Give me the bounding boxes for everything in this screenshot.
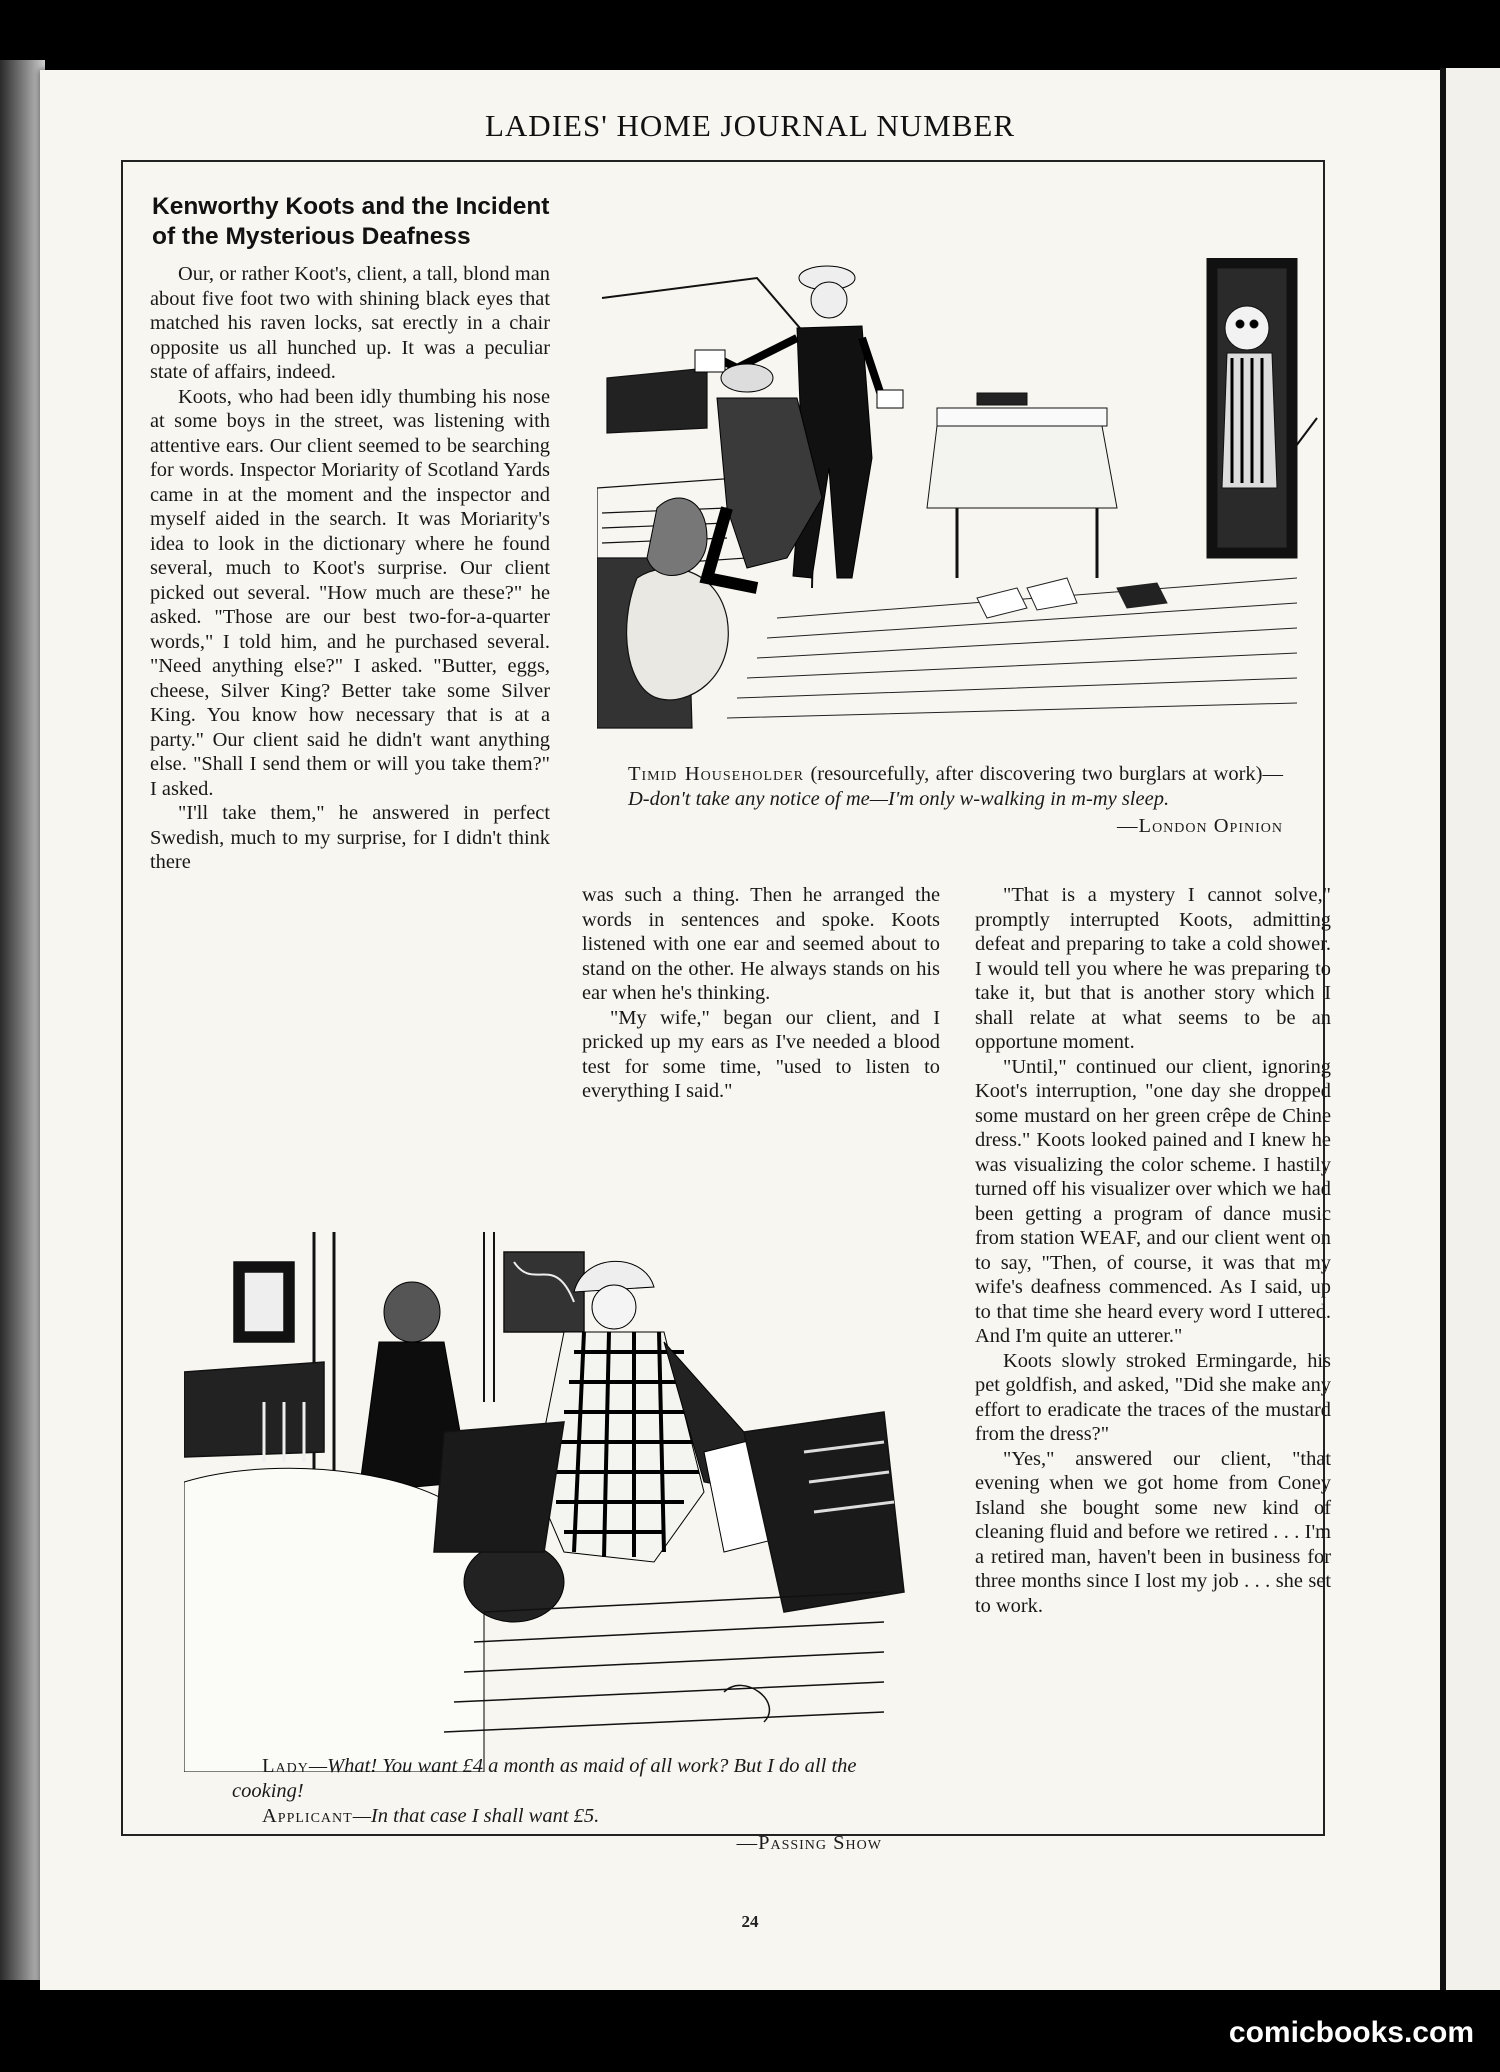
cartoon-maid-illustration xyxy=(184,1232,912,1772)
stage-direction: (resourcefully, after discovering two burglars at work)— xyxy=(804,763,1284,785)
paragraph: "I'll take them," he answered in perfect Swedish, much to my surprise, for I didn't think there xyxy=(150,802,550,873)
paragraph: "Yes," answered our client, "that evening when we got home from Coney Island she bought some new kind of cleaning fluid and before we retired . . . I'm a retired man, haven't been in business for three months since I lost my job . . . she set to work. xyxy=(975,1447,1331,1617)
running-head: LADIES' HOME JOURNAL NUMBER xyxy=(484,108,1016,143)
text-column-2 xyxy=(582,883,940,1104)
dialogue-line: —What! You want £4 a month as maid of all work? But I do all the cooking! xyxy=(232,1755,857,1802)
facing-page-edge xyxy=(1440,68,1500,1990)
text-column-3 xyxy=(975,883,1331,1618)
source-credit: —Passing Show xyxy=(736,1832,882,1854)
cartoon-caption-maid xyxy=(232,1754,912,1856)
source-credit: —London Opinion xyxy=(1117,815,1283,837)
caption-line xyxy=(232,1804,912,1829)
paragraph: was such a thing. Then he arranged the words in sentences and spoke. Koots listened with one ear and seemed about to stand on the other. He always stands on his ear when he's thinking. xyxy=(582,884,940,1004)
caption-line xyxy=(232,1754,912,1804)
speaker-name: Timid Householder xyxy=(628,763,805,785)
speaker-name: Applicant xyxy=(262,1805,353,1827)
paragraph: "That is a mystery I cannot solve," promptly interrupted Koots, admitting defeat and preparing to take a cold shower. I would tell you where he was preparing to take it, but that is another story which I shall relate at what seems to be an opportune moment. xyxy=(975,884,1331,1053)
paragraph: Koots, who had been idly thumbing his nose at some boys in the street, was listening with attentive ears. Our client seemed to be searching for words. Inspector Moriarity of Scotland Yards came in at the moment and the inspector and myself aided in the search. It was Moriarity's idea to look in the dictionary where he found several, much to Koot's surprise. Our client picked out several. "How much are these?" he asked. "Those are our best two-for-a-quarter words," I told him, and he purchased several. "Need anything else?" I asked. "Butter, eggs, cheese, Silver King? Better take some Silver King. You know how necessary that is at a party." Our client said he didn't want anything else. "Shall I send them or will you take them?" I asked. xyxy=(150,385,550,800)
speaker-name: Lady xyxy=(262,1755,309,1777)
scan-edge xyxy=(0,60,45,1980)
paragraph: Koots slowly stroked Ermingarde, his pet goldfish, and asked, "Did she make any effort to eradicate the traces of the mustard from the dress?" xyxy=(975,1349,1331,1445)
text-column-1 xyxy=(150,262,550,875)
article-headline: Kenworthy Koots and the Incident of the Mysterious Deafness xyxy=(152,193,550,250)
page-number: 24 xyxy=(741,1912,759,1931)
cartoon-caption-burglars xyxy=(628,762,1283,839)
paragraph: Our, or rather Koot's, client, a tall, blond man about five foot two with shining black eyes that matched his raven locks, sat erectly in a chair opposite us all hunched up. It was a peculiar state of affairs, indeed. xyxy=(150,263,550,383)
dialogue-line: —In that case I shall want £5. xyxy=(352,1805,600,1827)
site-watermark: comicbooks.com xyxy=(1228,2016,1474,2049)
dialogue-line: D-don't take any notice of me—I'm only w-walking in m-my sleep. xyxy=(628,788,1170,810)
cartoon-burglars-illustration xyxy=(597,258,1321,740)
paragraph: "Until," continued our client, ignoring Koot's interruption, "one day she dropped some mustard on her green crêpe de Chine dress." Koots looked pained and I knew he was visualizing the color scheme. I hastily turned off his visualizer over which we had been getting a program of dance music from station WEAF, and our client went on to say, "Then, of course, it was that my wife's deafness commenced. As I said, up to that time she heard every word I uttered. And I'm quite an utterer." xyxy=(975,1055,1331,1347)
paragraph: "My wife," began our client, and I pricked up my ears as I've needed a blood test for some time, "used to listen to everything I said." xyxy=(582,1006,940,1102)
